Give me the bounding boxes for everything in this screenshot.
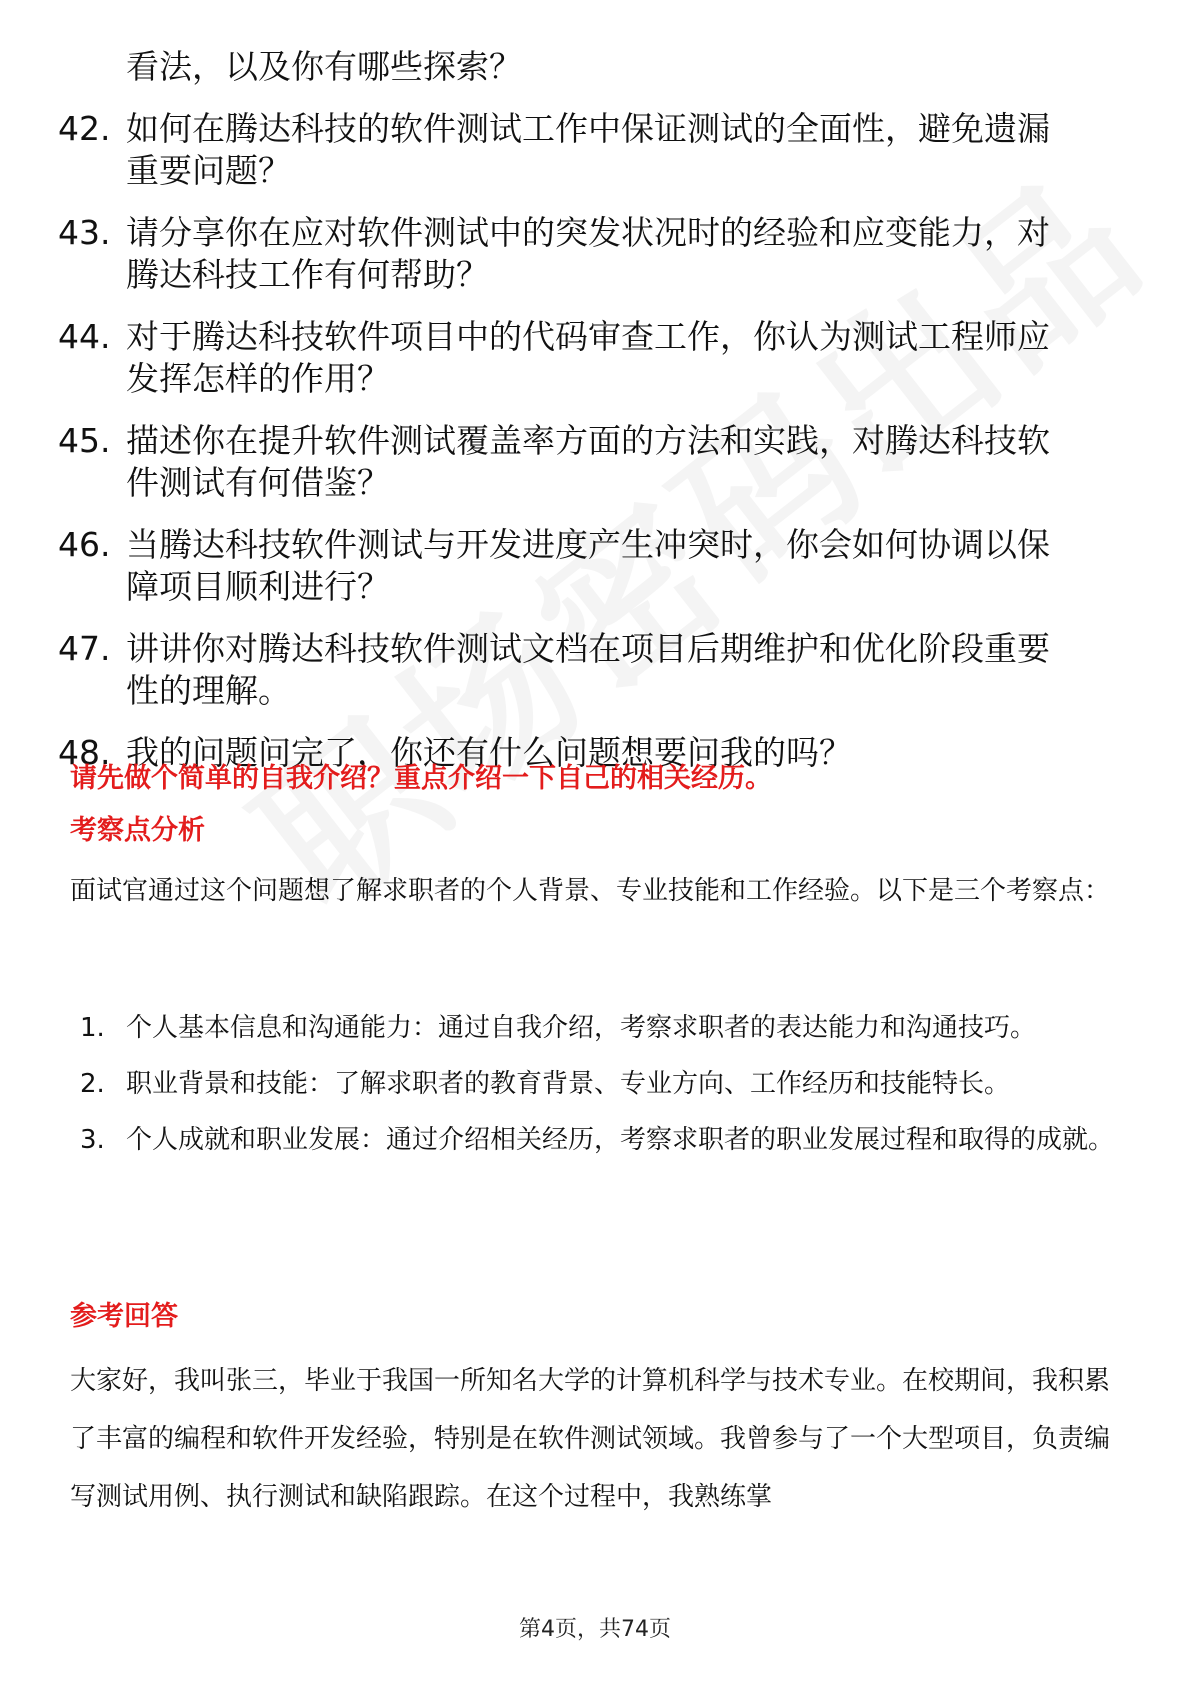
question-text-cont: 件测试有何借鉴？ [126,463,390,502]
question-text-cont: 重要问题？ [126,151,291,190]
question-text: 对于腾达科技软件项目中的代码审查工作，你认为测试工程师应 [126,317,1050,356]
list-item-text: 职业背景和技能：了解求职者的教育背景、专业方向、工作经历和技能特长。 [126,1069,1011,1099]
question-text-cont: 腾达科技工作有何帮助？ [126,255,489,294]
question-text-cont: 性的理解。 [126,671,291,710]
question-text-cont: 障项目顺利进行？ [126,567,390,606]
list-item-number: 2. [80,1069,105,1099]
question-text: 讲讲你对腾达科技软件测试文档在项目后期维护和优化阶段重要 [126,629,1050,668]
list-item-text: 个人基本信息和沟通能力：通过自我介绍，考察求职者的表达能力和沟通技巧。 [126,1013,1037,1043]
list-item [80,1056,1120,1112]
question-number: 48. [58,733,111,772]
question-number: 42. [58,109,111,148]
question-item [58,524,1138,608]
question-item [58,628,1138,712]
analysis-points [80,1000,1120,1168]
question-number: 47. [58,629,111,668]
question-number: 45. [58,421,111,460]
question-41-tail: 看法，以及你有哪些探索？ [126,47,522,86]
list-item-number: 1. [80,1013,105,1043]
question-item [58,316,1138,400]
list-item [80,1112,1120,1168]
question-text: 描述你在提升软件测试覆盖率方面的方法和实践，对腾达科技软 [126,421,1050,460]
answer-title: 参考回答 [70,1301,178,1332]
list-item [80,1000,1120,1056]
question-item [58,212,1138,296]
analysis-title: 考察点分析 [70,815,205,846]
page-footer: 第4页，共74页 [519,1617,671,1642]
question-text: 如何在腾达科技的软件测试工作中保证测试的全面性，避免遗漏 [126,109,1050,148]
answer-text: 大家好，我叫张三，毕业于我国一所知名大学的计算机科学与技术专业。在校期间，我积累了丰富的编程和软件开发经验，特别是在软件测试领域。我曾参与了一个大型项目，负责编写测试用例、执行测试和缺陷跟踪。在这个过程中，我熟练掌 [70,1366,1111,1512]
question-item [58,108,1138,192]
question-list [58,46,1138,774]
analysis-intro: 面试官通过这个问题想了解求职者的个人背景、专业技能和工作经验。以下是三个考察点： [70,876,1111,906]
question-text: 当腾达科技软件测试与开发进度产生冲突时，你会如何协调以保 [126,525,1050,564]
list-item-text: 个人成就和职业发展：通过介绍相关经历，考察求职者的职业发展过程和取得的成就。 [126,1125,1115,1155]
question-number: 46. [58,525,111,564]
question-text-cont: 发挥怎样的作用？ [126,359,390,398]
question-title: 请先做个简单的自我介绍？重点介绍一下自己的相关经历。 [70,763,772,794]
question-number: 44. [58,317,111,356]
question-text: 请分享你在应对软件测试中的突发状况时的经验和应变能力，对 [126,213,1050,252]
list-item-number: 3. [80,1125,105,1155]
question-number: 43. [58,213,111,252]
question-item [58,420,1138,504]
question-text: 我的问题问完了，你还有什么问题想要问我的吗？ [126,733,852,772]
